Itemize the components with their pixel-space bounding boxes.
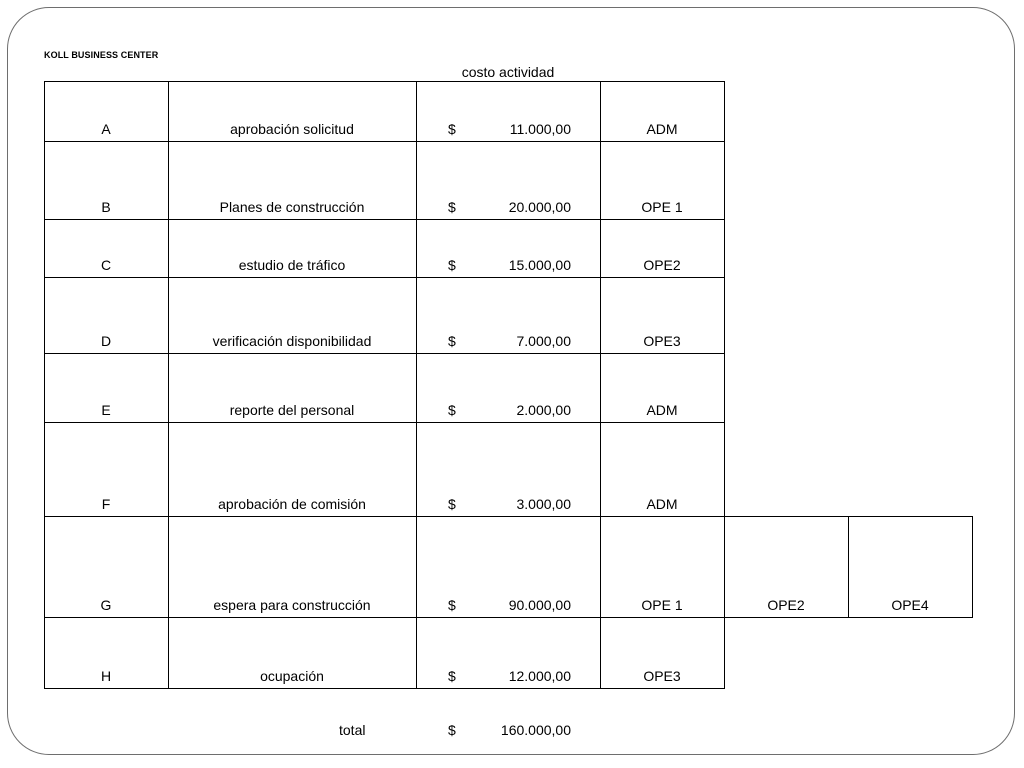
- resource-label: OPE4: [891, 597, 929, 613]
- resource-label: ADM: [646, 121, 678, 137]
- activity-cost: 7.000,00: [516, 333, 571, 349]
- slide-frame: [7, 7, 1015, 755]
- activity-id: E: [101, 402, 111, 418]
- table-row-line: [44, 277, 725, 278]
- total-value: 160.000,00: [500, 722, 571, 738]
- activity-cost: 20.000,00: [508, 199, 571, 215]
- table-row-line: [44, 422, 725, 423]
- activity-cost: 11.000,00: [509, 121, 571, 137]
- resource-label: ADM: [646, 402, 678, 418]
- total-currency-symbol: $: [448, 722, 456, 738]
- activity-cost: 90.000,00: [508, 597, 571, 613]
- resource-label: OPE3: [643, 333, 681, 349]
- activity-name: aprobación de comisión: [218, 496, 366, 512]
- activity-cost: 2.000,00: [516, 402, 571, 418]
- activity-name: espera para construcción: [213, 597, 371, 613]
- table-row-line: [44, 141, 725, 142]
- table-column-line: [972, 516, 973, 618]
- table-row-line: [44, 617, 973, 618]
- resource-label: OPE3: [643, 668, 681, 684]
- activity-cost: 3.000,00: [516, 496, 571, 512]
- table-row-line: [44, 353, 725, 354]
- company-title: KOLL BUSINESS CENTER: [44, 50, 159, 60]
- table-row-line: [44, 81, 725, 82]
- resource-label: OPE2: [767, 597, 805, 613]
- activity-name: aprobación solicitud: [230, 121, 354, 137]
- activity-id: C: [100, 257, 112, 273]
- activity-name: estudio de tráfico: [238, 257, 346, 273]
- activity-id: B: [101, 199, 111, 215]
- activity-id: A: [101, 121, 111, 137]
- activity-id: D: [100, 333, 112, 349]
- table-column-line: [416, 81, 417, 689]
- currency-symbol: $: [448, 496, 456, 512]
- table-row-line: [44, 688, 725, 689]
- activity-cost: 15.000,00: [508, 257, 571, 273]
- currency-symbol: $: [448, 402, 456, 418]
- resource-label: OPE 1: [641, 199, 683, 215]
- table-row-line: [44, 516, 973, 517]
- resource-label: OPE2: [643, 257, 681, 273]
- resource-label: OPE 1: [641, 597, 683, 613]
- table-row-line: [44, 219, 725, 220]
- activity-id: G: [100, 597, 112, 613]
- resource-label: ADM: [646, 496, 678, 512]
- currency-symbol: $: [448, 257, 456, 273]
- cost-column-header: costo actividad: [461, 64, 555, 80]
- currency-symbol: $: [448, 333, 456, 349]
- activity-name: Planes de construcción: [219, 199, 365, 215]
- currency-symbol: $: [448, 121, 456, 137]
- activity-cost: 12.000,00: [508, 668, 571, 684]
- activity-id: F: [101, 496, 111, 512]
- currency-symbol: $: [448, 668, 456, 684]
- activity-id: H: [100, 668, 112, 684]
- activity-name: verificación disponibilidad: [212, 333, 372, 349]
- currency-symbol: $: [448, 199, 456, 215]
- activity-name: reporte del personal: [229, 402, 355, 418]
- activity-name: ocupación: [260, 668, 324, 684]
- currency-symbol: $: [448, 597, 456, 613]
- total-label: total: [339, 722, 366, 738]
